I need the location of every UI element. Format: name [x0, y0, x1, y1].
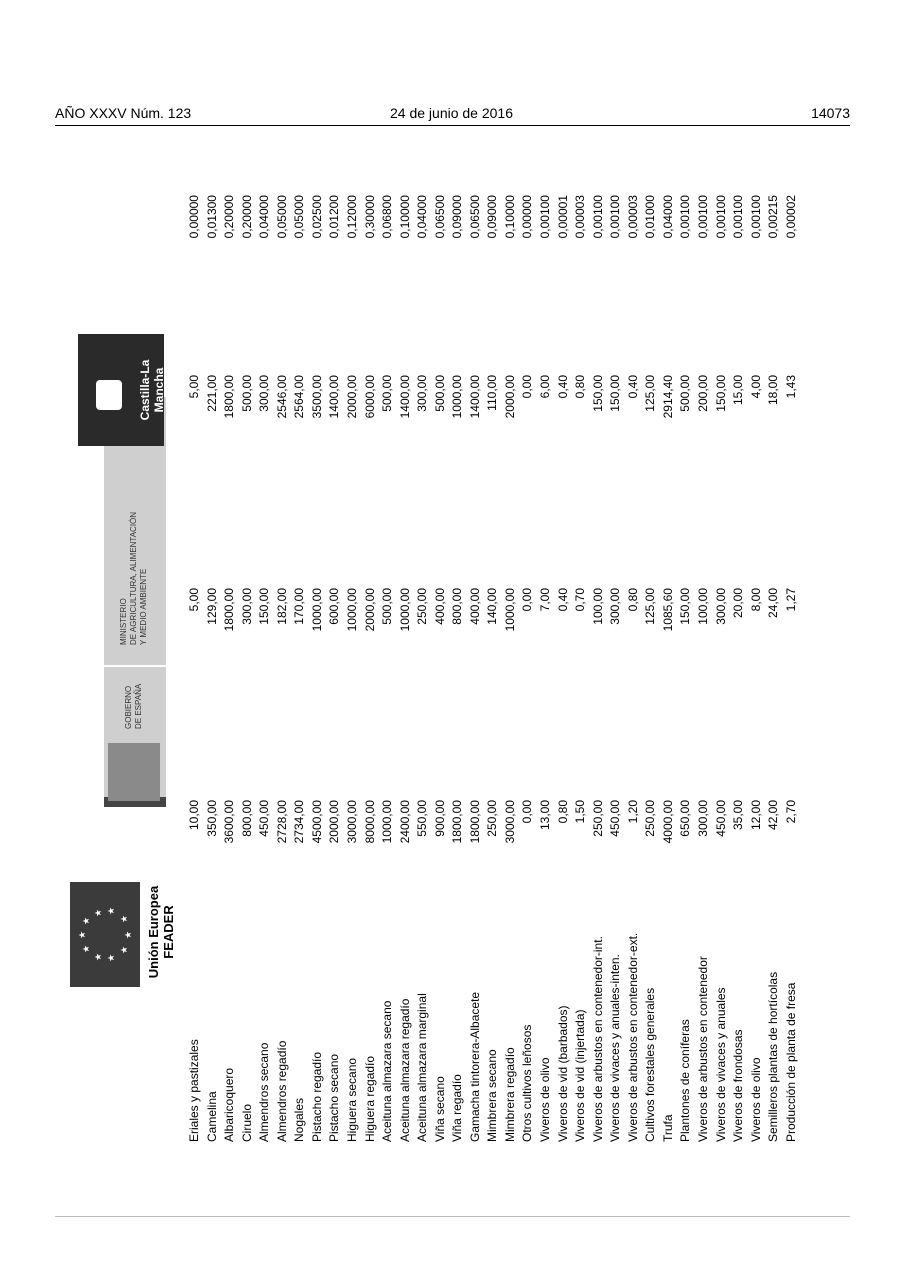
table-row — [221, 0, 238, 1280]
crop-name: Ciruelo — [239, 1103, 254, 1142]
value-cell-v4: 0,00100 — [695, 195, 710, 239]
value-cell-v1: 35,00 — [731, 800, 746, 831]
table-row — [713, 0, 730, 1280]
star-icon: ★ — [119, 914, 129, 923]
value-cell-v3: 2914,40 — [660, 375, 675, 419]
value-cell-v4: 0,00100 — [608, 195, 623, 239]
table-row — [256, 0, 273, 1280]
value-cell-v4: 0,00100 — [590, 195, 605, 239]
value-cell-v1: 350,00 — [204, 800, 219, 837]
value-cell-v4: 0,06500 — [467, 195, 482, 239]
value-cell-v2: 150,00 — [257, 588, 272, 625]
value-cell-v2: 500,00 — [380, 588, 395, 625]
value-cell-v3: 150,00 — [608, 375, 623, 412]
value-cell-v2: 1085,60 — [660, 588, 675, 632]
value-cell-v1: 1800,00 — [450, 800, 465, 844]
table-row — [362, 0, 379, 1280]
value-cell-v4: 0,02500 — [309, 195, 324, 239]
value-cell-v4: 0,20000 — [239, 195, 254, 239]
value-cell-v1: 900,00 — [432, 800, 447, 837]
value-cell-v2: 125,00 — [643, 588, 658, 625]
table-row — [484, 0, 501, 1280]
value-cell-v1: 250,00 — [590, 800, 605, 837]
value-cell-v3: 500,00 — [678, 375, 693, 412]
table-row — [572, 0, 589, 1280]
value-cell-v3: 2546,00 — [274, 375, 289, 419]
value-cell-v1: 250,00 — [643, 800, 658, 837]
star-icon: ★ — [77, 930, 87, 939]
value-cell-v1: 2000,00 — [327, 800, 342, 844]
crop-name: Viveros de arbustos en contenedor-ext. — [625, 932, 640, 1142]
value-cell-v3: 6,00 — [538, 375, 552, 399]
value-cell-v3: 4,00 — [748, 375, 763, 399]
coat-of-arms-icon — [108, 743, 160, 801]
table-row — [467, 0, 484, 1280]
value-cell-v4: 0,10000 — [502, 195, 517, 239]
value-cell-v2: 1000,00 — [397, 588, 412, 632]
value-cell-v1: 550,00 — [415, 800, 430, 837]
value-cell-v4: 0,00001 — [555, 195, 570, 239]
clm-logo-text: Castilla-La Mancha — [138, 359, 166, 421]
value-cell-v3: 1400,00 — [327, 375, 342, 419]
table-row — [765, 0, 782, 1280]
value-cell-v4: 0,05000 — [274, 195, 289, 239]
value-cell-v2: 0,80 — [625, 588, 640, 612]
value-cell-v3: 1000,00 — [450, 375, 465, 419]
star-icon: ★ — [93, 908, 103, 917]
value-cell-v3: 300,00 — [415, 375, 430, 412]
value-cell-v1: 1800,00 — [467, 800, 482, 844]
value-cell-v2: 2000,00 — [362, 588, 377, 632]
value-cell-v3: 150,00 — [713, 375, 728, 412]
value-cell-v1: 1000,00 — [380, 800, 395, 844]
crop-name: Viveros de vid (barbados) — [555, 1005, 570, 1142]
value-cell-v3: 5,00 — [187, 375, 201, 399]
crop-name: Viveros de arbustos en contenedor-int. — [590, 936, 605, 1142]
table-row — [449, 0, 466, 1280]
value-cell-v3: 2000,00 — [344, 375, 359, 419]
value-cell-v4: 0,01200 — [327, 195, 342, 239]
value-cell-v2: 0,40 — [555, 588, 570, 612]
value-cell-v3: 1400,00 — [397, 375, 412, 419]
value-cell-v2: 400,00 — [432, 588, 447, 625]
value-cell-v3: 0,80 — [573, 375, 588, 399]
table-row — [397, 0, 414, 1280]
value-cell-v2: 600,00 — [327, 588, 342, 625]
value-cell-v2: 250,00 — [415, 588, 430, 625]
table-row — [326, 0, 343, 1280]
value-cell-v4: 0,06800 — [380, 195, 395, 239]
value-cell-v1: 450,00 — [608, 800, 623, 837]
value-cell-v1: 1,50 — [573, 800, 588, 824]
issue-date: 24 de junio de 2016 — [390, 105, 513, 121]
value-cell-v1: 2400,00 — [397, 800, 412, 844]
value-cell-v3: 1400,00 — [467, 375, 482, 419]
table-row — [519, 0, 536, 1280]
crop-name: Viveros de olivo — [538, 1057, 552, 1142]
table-row — [379, 0, 396, 1280]
crop-name: Aceituna almazara marginal — [415, 993, 430, 1142]
value-cell-v4: 0,01300 — [204, 195, 219, 239]
crop-name: Cultivos forestales generales — [643, 987, 658, 1142]
crop-name: Almendros secano — [257, 1042, 272, 1142]
table-row — [186, 0, 203, 1280]
crop-name: Higuera regadío — [362, 1055, 377, 1142]
crop-name: Pistacho secano — [327, 1053, 342, 1142]
star-icon: ★ — [106, 953, 116, 962]
issue-number: AÑO XXXV Núm. 123 — [55, 105, 192, 121]
value-cell-v4: 0,00003 — [625, 195, 640, 239]
value-cell-v1: 0,80 — [555, 800, 570, 824]
value-cell-v3: 15,00 — [731, 375, 746, 406]
value-cell-v4: 0,06500 — [432, 195, 447, 239]
value-cell-v3: 2000,00 — [502, 375, 517, 419]
gobierno-text: GOBIERNO DE ESPAÑA — [124, 683, 143, 729]
value-cell-v2: 300,00 — [239, 588, 254, 625]
star-icon: ★ — [106, 906, 116, 915]
table-row — [748, 0, 765, 1280]
value-cell-v2: 800,00 — [450, 588, 465, 625]
value-cell-v3: 6000,00 — [362, 375, 377, 419]
value-cell-v3: 2564,00 — [292, 375, 307, 419]
star-icon: ★ — [81, 916, 91, 925]
table-row — [695, 0, 712, 1280]
crop-name: Otros cultivos leñosos — [520, 1024, 535, 1142]
table-row — [309, 0, 326, 1280]
eu-flag-logo — [70, 882, 140, 987]
value-cell-v3: 0,40 — [625, 375, 640, 399]
table-row — [274, 0, 291, 1280]
value-cell-v3: 0,40 — [555, 375, 570, 399]
value-cell-v1: 650,00 — [678, 800, 693, 837]
footer-rule — [55, 1216, 850, 1217]
value-cell-v3: 0,00 — [520, 375, 535, 399]
crop-name: Pistacho regadío — [309, 1051, 324, 1142]
value-cell-v3: 125,00 — [643, 375, 658, 412]
value-cell-v2: 0,70 — [573, 588, 588, 612]
value-cell-v4: 0,00100 — [678, 195, 693, 239]
value-cell-v1: 1,20 — [625, 800, 640, 824]
value-cell-v1: 450,00 — [713, 800, 728, 837]
value-cell-v4: 0,00100 — [713, 195, 728, 239]
value-cell-v4: 0,04000 — [257, 195, 272, 239]
value-cell-v4: 0,00100 — [731, 195, 746, 239]
crop-name: Gamacha tintorera-Albacete — [467, 991, 482, 1142]
value-cell-v2: 182,00 — [274, 588, 289, 625]
table-row — [204, 0, 221, 1280]
table-row — [677, 0, 694, 1280]
value-cell-v2: 100,00 — [590, 588, 605, 625]
value-cell-v4: 0,00000 — [520, 195, 535, 239]
star-icon: ★ — [93, 952, 103, 961]
crop-name: Viveros de vid (injertada) — [573, 1009, 588, 1142]
value-cell-v3: 300,00 — [257, 375, 272, 412]
value-cell-v4: 0,00100 — [538, 195, 552, 239]
value-cell-v2: 400,00 — [467, 588, 482, 625]
value-cell-v2: 1000,00 — [344, 588, 359, 632]
value-cell-v1: 4000,00 — [660, 800, 675, 844]
value-cell-v2: 24,00 — [766, 588, 781, 619]
value-cell-v3: 1800,00 — [222, 375, 237, 419]
crop-name: Viveros de frondosas — [731, 1029, 746, 1142]
crop-name: Mimbrera regadío — [502, 1047, 517, 1142]
ministerio-text: MINISTERIO DE AGRICULTURA, ALIMENTACIÓN Y MEDIO AMBIENTE — [119, 511, 148, 645]
value-cell-v3: 221,00 — [204, 375, 219, 412]
value-cell-v4: 0,04000 — [415, 195, 430, 239]
castilla-la-mancha-logo — [78, 334, 164, 446]
value-cell-v4: 0,00003 — [573, 195, 588, 239]
value-cell-v3: 150,00 — [590, 375, 605, 412]
page-number: 14073 — [811, 105, 850, 121]
value-cell-v2: 1800,00 — [222, 588, 237, 632]
crop-name: Viveros de vivaces y anuales-inten. — [608, 954, 623, 1142]
value-cell-v1: 4500,00 — [309, 800, 324, 844]
star-icon: ★ — [123, 930, 133, 939]
table-row — [660, 0, 677, 1280]
crop-name: Mimbrera secano — [485, 1049, 500, 1142]
value-cell-v4: 0,09000 — [450, 195, 465, 239]
value-cell-v1: 3000,00 — [344, 800, 359, 844]
value-cell-v4: 0,01000 — [643, 195, 658, 239]
crop-name: Plantones de coníferas — [678, 1019, 693, 1142]
value-cell-v2: 140,00 — [485, 588, 500, 625]
value-cell-v4: 0,04000 — [660, 195, 675, 239]
crop-name: Albaricoquero — [222, 1067, 237, 1142]
eu-logo-text: Unión Europea FEADER — [146, 885, 176, 979]
value-cell-v1: 10,00 — [187, 800, 201, 831]
value-cell-v4: 0,30000 — [362, 195, 377, 239]
table-row — [502, 0, 519, 1280]
value-cell-v2: 1,27 — [783, 588, 798, 612]
value-cell-v1: 42,00 — [766, 800, 781, 831]
table-row — [414, 0, 431, 1280]
value-cell-v3: 110,00 — [485, 375, 500, 411]
table-row — [783, 0, 800, 1280]
value-cell-v4: 0,10000 — [397, 195, 412, 239]
value-cell-v1: 450,00 — [257, 800, 272, 837]
value-cell-v1: 2,70 — [783, 800, 798, 824]
value-cell-v4: 0,00100 — [748, 195, 763, 239]
value-cell-v2: 0,00 — [520, 588, 535, 612]
crop-name: Viveros de arbustos en contenedor — [695, 956, 710, 1142]
value-cell-v1: 3600,00 — [222, 800, 237, 844]
star-icon: ★ — [119, 945, 129, 954]
value-cell-v1: 800,00 — [239, 800, 254, 837]
table-row — [642, 0, 659, 1280]
value-cell-v4: 0,20000 — [222, 195, 237, 239]
value-cell-v2: 100,00 — [695, 588, 710, 625]
crop-name: Viveros de olivo — [748, 1057, 763, 1142]
crop-name: Higuera secano — [344, 1057, 359, 1142]
table-row — [590, 0, 607, 1280]
value-cell-v4: 0,00215 — [766, 195, 781, 239]
value-cell-v2: 7,00 — [538, 588, 552, 612]
value-cell-v4: 0,00002 — [783, 195, 798, 239]
crop-name: Producción de planta de fresa — [783, 982, 798, 1142]
crop-name: Aceituna almazara secano — [380, 1000, 395, 1142]
value-cell-v1: 3000,00 — [502, 800, 517, 844]
value-cell-v2: 8,00 — [748, 588, 763, 612]
crop-name: Viveros de vivaces y anuales — [713, 987, 728, 1142]
value-cell-v3: 1,43 — [783, 375, 798, 399]
value-cell-v3: 500,00 — [432, 375, 447, 412]
value-cell-v1: 0,00 — [520, 800, 535, 824]
table-row — [730, 0, 747, 1280]
table-row — [537, 0, 554, 1280]
crop-name: Almendros regadío — [274, 1040, 289, 1142]
value-cell-v2: 150,00 — [678, 588, 693, 625]
value-cell-v1: 2728,00 — [274, 800, 289, 844]
crop-name: Aceituna almazara regadío — [397, 998, 412, 1142]
value-cell-v4: 0,05000 — [292, 195, 307, 239]
value-cell-v3: 3500,00 — [309, 375, 324, 419]
gobierno-ministerio-logo — [104, 397, 166, 807]
value-cell-v1: 2734,00 — [292, 800, 307, 844]
value-cell-v2: 1000,00 — [309, 588, 324, 632]
value-cell-v2: 170,00 — [292, 588, 307, 625]
value-cell-v2: 20,00 — [731, 588, 746, 619]
table-row — [432, 0, 449, 1280]
value-cell-v3: 200,00 — [695, 375, 710, 412]
crop-name: Nogales — [292, 1097, 307, 1142]
value-cell-v3: 500,00 — [380, 375, 395, 412]
value-cell-v1: 13,00 — [538, 800, 552, 831]
crop-name: Viña secano — [432, 1076, 447, 1142]
value-cell-v3: 18,00 — [766, 375, 781, 406]
table-row — [555, 0, 572, 1280]
table-row — [291, 0, 308, 1280]
table-row — [607, 0, 624, 1280]
value-cell-v4: 0,00000 — [187, 195, 201, 239]
table-row — [344, 0, 361, 1280]
crop-name: Trufa — [660, 1114, 675, 1142]
value-cell-v1: 12,00 — [748, 800, 763, 831]
table-row — [625, 0, 642, 1280]
crop-name: Eriales y pastizales — [187, 1039, 201, 1142]
value-cell-v2: 1000,00 — [502, 588, 517, 632]
table-row — [239, 0, 256, 1280]
value-cell-v2: 5,00 — [187, 588, 201, 612]
crop-name: Semilleros plantas de hortícolas — [766, 971, 781, 1142]
crop-name: Camelina — [204, 1091, 219, 1142]
value-cell-v1: 300,00 — [695, 800, 710, 837]
value-cell-v2: 129,00 — [204, 588, 219, 625]
value-cell-v2: 300,00 — [713, 588, 728, 625]
star-icon: ★ — [81, 944, 91, 953]
value-cell-v2: 300,00 — [608, 588, 623, 625]
value-cell-v4: 0,12000 — [344, 195, 359, 239]
crop-name: Viña regadío — [450, 1074, 465, 1142]
value-cell-v1: 250,00 — [485, 800, 500, 837]
castle-emblem-icon — [96, 380, 122, 410]
value-cell-v4: 0,09000 — [485, 195, 500, 239]
value-cell-v1: 8000,00 — [362, 800, 377, 844]
value-cell-v3: 500,00 — [239, 375, 254, 412]
